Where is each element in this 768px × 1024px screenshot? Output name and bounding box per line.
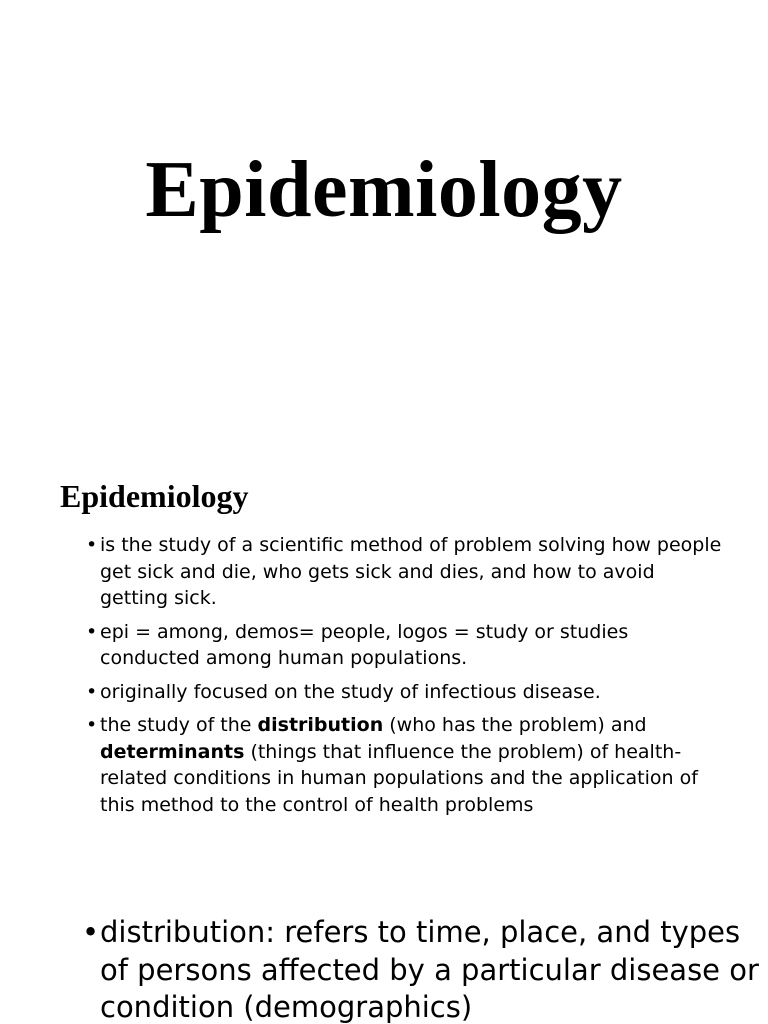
bullet-text-part: the study of the xyxy=(100,714,258,736)
bullet-dot: • xyxy=(86,534,98,556)
bullet-dot: • xyxy=(86,620,98,643)
bold-term-determinants: determinants xyxy=(100,740,245,763)
bullet-list xyxy=(86,532,726,825)
bullet-item-distribution-determinants xyxy=(86,712,726,818)
bullet-text: originally focused on the study of infectious disease. xyxy=(100,680,601,703)
distribution-slide xyxy=(0,880,768,1024)
content-slide xyxy=(0,440,768,880)
title-slide xyxy=(0,0,768,440)
slide-title: Epidemiology xyxy=(145,146,623,234)
bullet-text: epi = among, demos= people, logos = study or studies conducted among human populations. xyxy=(100,620,629,669)
bullet-item-definition xyxy=(86,532,726,612)
bullet-text-part: (who has the problem) and xyxy=(383,714,647,736)
bullet-text: distribution: refers to time, place, and types of persons affected by a particular disease or condition (demographics) xyxy=(100,915,759,1024)
bullet-item-origin xyxy=(86,679,726,706)
bullet-text-part: (things that influence the problem) of health-related conditions in human populations and the application of this method to the control of health problems xyxy=(100,740,698,816)
bullet-dot: • xyxy=(82,915,100,949)
bullet-text: is the study of a scientific method of problem solving how people get sick and die, who gets sick and dies, and how to avoid getting sick. xyxy=(100,534,722,609)
bullet-dot: • xyxy=(86,680,98,703)
bullet-item-etymology xyxy=(86,619,726,672)
large-bullet-item xyxy=(82,914,760,1024)
slide-heading: Epidemiology xyxy=(60,478,249,514)
bold-term-distribution: distribution xyxy=(257,714,384,736)
bullet-dot: • xyxy=(86,714,98,736)
